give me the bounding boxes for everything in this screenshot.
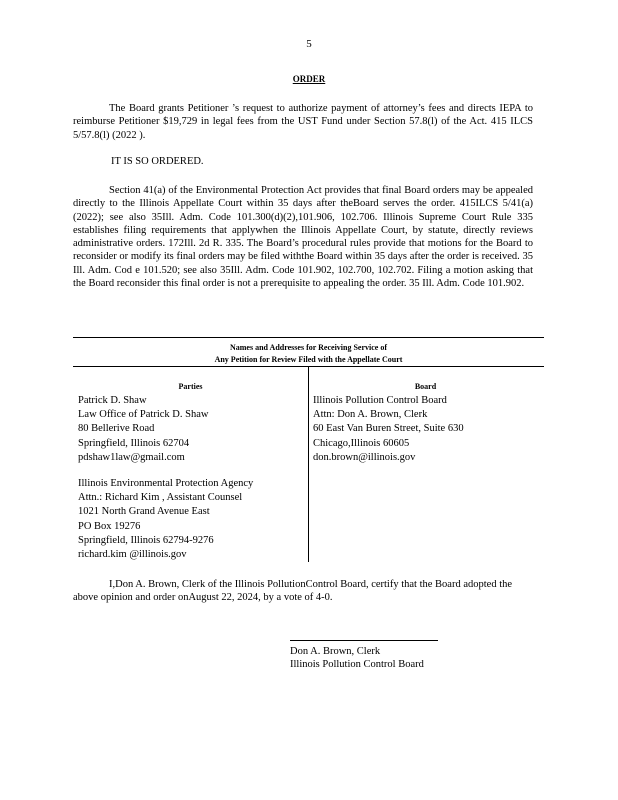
service-table-header-line-1: Names and Addresses for Receiving Service of <box>229 343 388 352</box>
order-heading <box>0 74 618 84</box>
column-divider <box>308 366 309 562</box>
signature-block <box>290 645 424 672</box>
signature-name: Don A. Brown, Clerk <box>290 646 381 657</box>
address-line: 60 East Van Buren Street, Suite 630 <box>313 423 464 435</box>
party-petitioner <box>78 394 303 465</box>
order-paragraph: The Board grants Petitioner ’s request to authorize payment of attorney’s fees and directs IEPA to reimburse Petitioner $19,729 in legal fees from the UST Fund under Section 57.8(l) of the Act. 415 ILCS 5/57.8(l) (2022 ). <box>73 103 533 141</box>
board-heading: Board <box>414 382 437 391</box>
signature-line <box>290 640 438 641</box>
address-line: Chicago,Illinois 60605 <box>313 437 410 449</box>
page-number: 5 <box>306 38 312 50</box>
board-address <box>313 394 538 465</box>
so-ordered-line: IT IS SO ORDERED. <box>111 156 204 167</box>
email-line: richard.kim @illinois.gov <box>78 549 187 561</box>
party-respondent <box>78 477 303 562</box>
address-line: Attn.: Richard Kim , Assistant Counsel <box>78 492 243 504</box>
address-line: Springfield, Illinois 62704 <box>78 437 190 449</box>
address-line: PO Box 19276 <box>78 520 141 532</box>
signature-org: Illinois Pollution Control Board <box>290 659 424 671</box>
address-line: Law Office of Patrick D. Shaw <box>78 409 209 421</box>
address-line: 80 Bellerive Road <box>78 423 155 435</box>
address-line: Illinois Pollution Control Board <box>313 395 447 406</box>
address-line: Springfield, Illinois 62794-9276 <box>78 534 214 546</box>
address-line: 1021 North Grand Avenue East <box>78 506 210 518</box>
parties-column <box>78 380 303 562</box>
board-column <box>313 380 538 465</box>
service-table <box>73 337 544 562</box>
order-heading-text: ORDER <box>292 74 326 84</box>
email-line: pdshaw1law@gmail.com <box>78 451 185 463</box>
address-line: Illinois Environmental Protection Agency <box>78 478 254 490</box>
email-line: don.brown@illinois.gov <box>313 451 416 463</box>
clerk-certification: I,Don A. Brown, Clerk of the Illinois PollutionControl Board, certify that the Board adopted the above opinion and order onAugust 22, 2024, by a vote of 4-0. <box>73 579 513 604</box>
address-line: Patrick D. Shaw <box>78 395 147 406</box>
service-table-header <box>73 342 544 366</box>
appeal-rights-paragraph: Section 41(a) of the Environmental Protection Act provides that final Board orders may be appealed directly to the Illinois Appellate Court within 35 days after theBoard serves the order. 415ILCS 5/41(a) (2022); see also 35Ill. Adm. Code 101.300(d)(2),101.906, 102.706. Illinois Supreme Court Rule 335 establishes filing requirements that applywhen the Illinois Appellate Court, by statute, directly reviews administrative orders. 172Ill. 2d R. 335. The Board’s procedural rules provide that motions for the Board to reconsider or modify its final orders may be filed withthe Board within 35 days after the order is received. 35 Ill. Adm. Cod e 101.520; see also 35Ill. Adm. Code 101.902, 102.700, 102.702. Filing a motion asking that the Board reconsider this final order is not a prerequisite to appealing the order. 35 Ill. Adm. Code 101.902. <box>73 185 533 290</box>
address-line: Attn: Don A. Brown, Clerk <box>313 409 428 421</box>
service-table-header-line-2: Any Petition for Review Filed with the Appellate Court <box>214 355 403 364</box>
parties-heading: Parties <box>178 382 203 391</box>
